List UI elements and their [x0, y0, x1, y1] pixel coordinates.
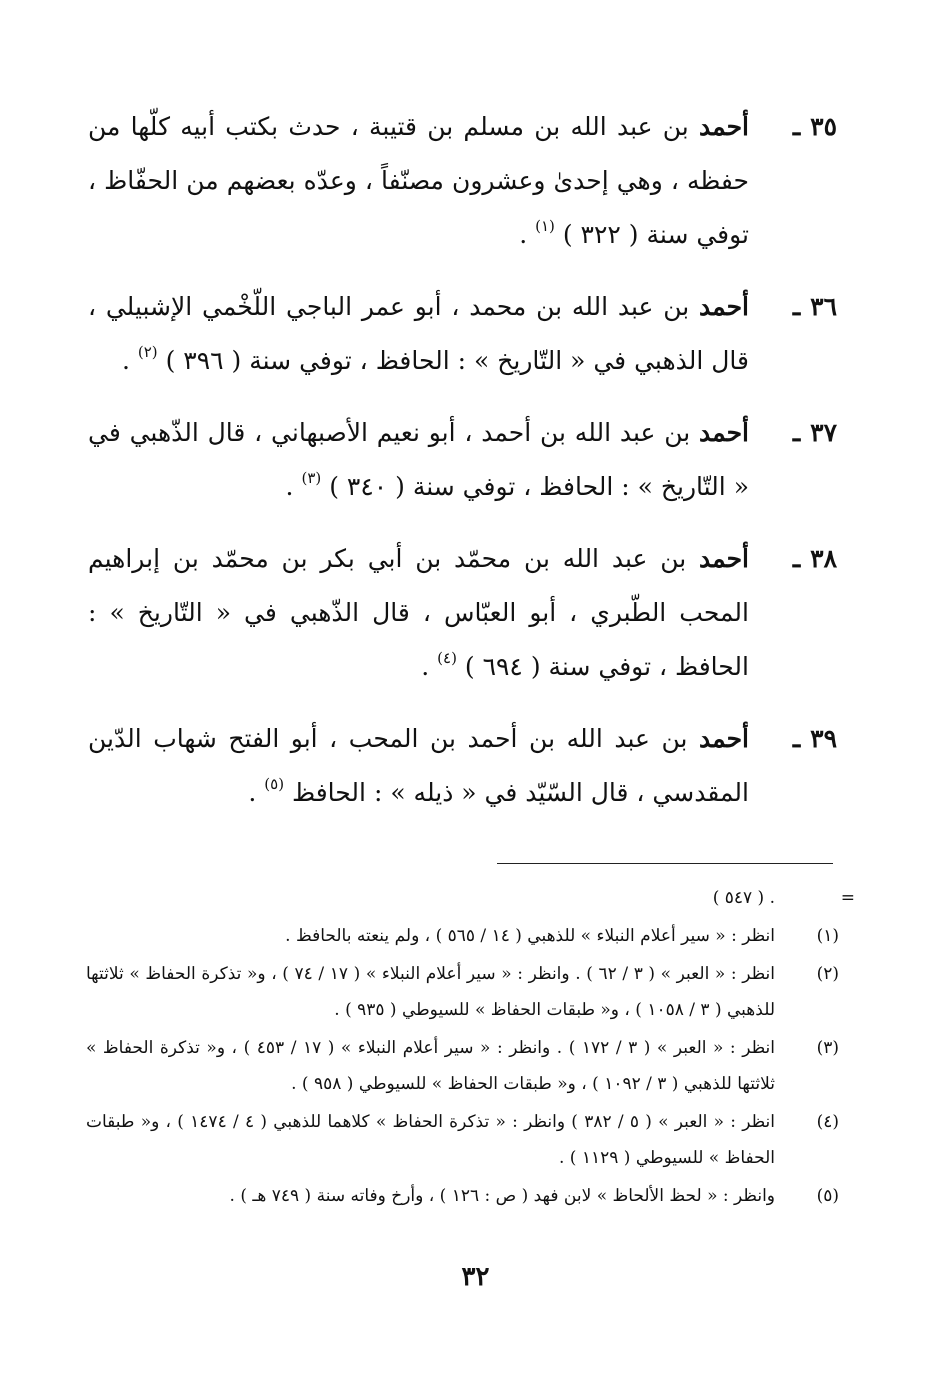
footnote-marker: = — [840, 888, 855, 908]
footnotes — [86, 880, 855, 1216]
footnote-text: انظر : « العبر » ( ٥ / ٣٨٢ ) وانظر : « تذكرة الحفاظ » كلاهما للذهبي ( ٤ / ١٤٧٤ ) ، و« طبقات الحفاظ » للسيوطي ( ١١٢٩ ) . — [86, 1112, 776, 1168]
entry-36: ٣٦ـ أحمد بن عبد الله بن محمد ، أبو عمر الباجي اللّخْمي الإشبيلي ، قال الذهبي في « التّاريخ » : الحافظ ، توفي سنة ( ٣٩٦ ) $^{(٢)}$ . — [88, 280, 833, 388]
entry-number: ٣٩ـ — [792, 724, 837, 753]
entry-name: أحمد — [699, 292, 749, 321]
entry-name: أحمد — [699, 418, 750, 447]
footnote-text: انظر : « العبر » ( ٣ / ١٧٢ ) . وانظر : « سير أعلام النبلاء » ( ١٧ / ٤٥٣ ) ، و« تذكرة الحفاظ » ثلاثتها للذهبي ( ٣ / ١٠٩٢ ) ، و« طبقات الحفاظ » للسيوطي ( ٩٥٨ ) . — [86, 1038, 775, 1094]
footnote-ref[interactable]: (٤) — [437, 649, 457, 667]
entry-text: بن عبد الله بن محمّد بن أبي بكر بن محمّد بن إبراهيم المحب الطّبري ، أبو العبّاس ، قال الذّهبي في « التّاريخ » : الحافظ ، توفي سنة ( ٦٩٤ ) — [88, 544, 749, 681]
footnote-text: انظر : « سير أعلام النبلاء » للذهبي ( ١٤ / ٥٦٥ ) ، ولم ينعته بالحافظ . — [285, 926, 775, 946]
entry-text: بن عبد الله بن أحمد ، أبو نعيم الأصبهاني ، قال الذّهبي في « التّاريخ » : الحافظ ، توفي سنة ( ٣٤٠ ) — [88, 418, 749, 501]
biography-entries — [88, 100, 837, 838]
entry-text: بن عبد الله بن مسلم بن قتيبة ، حدث بكتب أبيه كلّها من حفظه ، وهي إحدىٰ وعشرون مصنّفاً ، وعدّه بعضهم من الحفّاظ ، توفي سنة ( ٣٢٢ ) — [88, 112, 749, 249]
footnote-text: انظر : « العبر » ( ٣ / ٦٢ ) . وانظر : « سير أعلام النبلاء » ( ١٧ / ٧٤ ) ، و« تذكرة الحفاظ » ثلاثتها للذهبي ( ٣ / ١٠٥٨ ) ، و« طبقات الحفاظ » للسيوطي ( ٩٣٥ ) . — [86, 964, 776, 1020]
footnote-marker: (٢) — [816, 964, 839, 984]
entry-name: أحمد — [699, 112, 749, 141]
entry-text: بن عبد الله بن محمد ، أبو عمر الباجي اللّخْمي الإشبيلي ، قال الذهبي في « التّاريخ » : الحافظ ، توفي سنة ( ٣٩٦ ) — [88, 292, 749, 375]
entry-39: ٣٩ـ أحمد بن عبد الله بن أحمد بن المحب ، أبو الفتح شهاب الدّين المقدسي ، قال السّيّد في « ذيله » : الحافظ $^{(٥)}$ . — [88, 712, 833, 820]
footnote-marker: (٥) — [816, 1186, 839, 1206]
footnote-ref[interactable]: (٢) — [137, 343, 158, 361]
footnote-3 — [86, 1030, 839, 1102]
entry-35: ٣٥ـ أحمد بن عبد الله بن مسلم بن قتيبة ، حدث بكتب أبيه كلّها من حفظه ، وهي إحدىٰ وعشرون مصنّفاً ، وعدّه بعضهم من الحفّاظ ، توفي سنة ( ٣٢٢ ) $^{(١)}$ . — [88, 100, 833, 262]
footnote-4 — [86, 1104, 839, 1176]
entry-name: أحمد — [699, 544, 749, 573]
page-number: ٣٢ — [461, 1262, 490, 1292]
entry-text: بن عبد الله بن أحمد بن المحب ، أبو الفتح شهاب الدّين المقدسي ، قال السّيّد في « ذيله » : الحافظ — [88, 724, 749, 807]
footnote-5 — [86, 1178, 839, 1214]
footnote-text: . ( ٥٤٧ ) — [712, 888, 775, 908]
footnote-continuation — [86, 880, 855, 916]
entry-name: أحمد — [699, 724, 749, 753]
footnote-marker: (١) — [816, 926, 839, 946]
footnote-divider — [497, 863, 833, 864]
entry-38: ٣٨ـ أحمد بن عبد الله بن محمّد بن أبي بكر بن محمّد بن إبراهيم المحب الطّبري ، أبو العبّاس ، قال الذّهبي في « التّاريخ » : الحافظ ، توفي سنة ( ٦٩٤ ) $^{(٤)}$ . — [88, 532, 833, 694]
footnote-ref[interactable]: (١) — [535, 217, 555, 235]
footnote-marker: (٤) — [816, 1112, 839, 1132]
entry-number: ٣٦ـ — [792, 292, 837, 321]
footnote-ref[interactable]: (٣) — [301, 469, 322, 487]
entry-37: ٣٧ـ أحمد بن عبد الله بن أحمد ، أبو نعيم الأصبهاني ، قال الذّهبي في « التّاريخ » : الحافظ ، توفي سنة ( ٣٤٠ ) $^{(٣)}$ . — [88, 406, 833, 514]
entry-number: ٣٨ـ — [792, 544, 837, 573]
footnote-2 — [86, 956, 839, 1028]
entry-number: ٣٥ـ — [792, 112, 837, 141]
footnote-text: وانظر : « لحظ الألحاظ » لابن فهد ( ص : ١٢٦ ) ، وأرخ وفاته سنة ( ٧٤٩ هـ ) . — [229, 1186, 775, 1206]
entry-number: ٣٧ـ — [792, 418, 837, 447]
footnote-1 — [86, 918, 839, 954]
footnote-marker: (٣) — [816, 1038, 839, 1058]
footnote-ref[interactable]: (٥) — [264, 775, 285, 793]
